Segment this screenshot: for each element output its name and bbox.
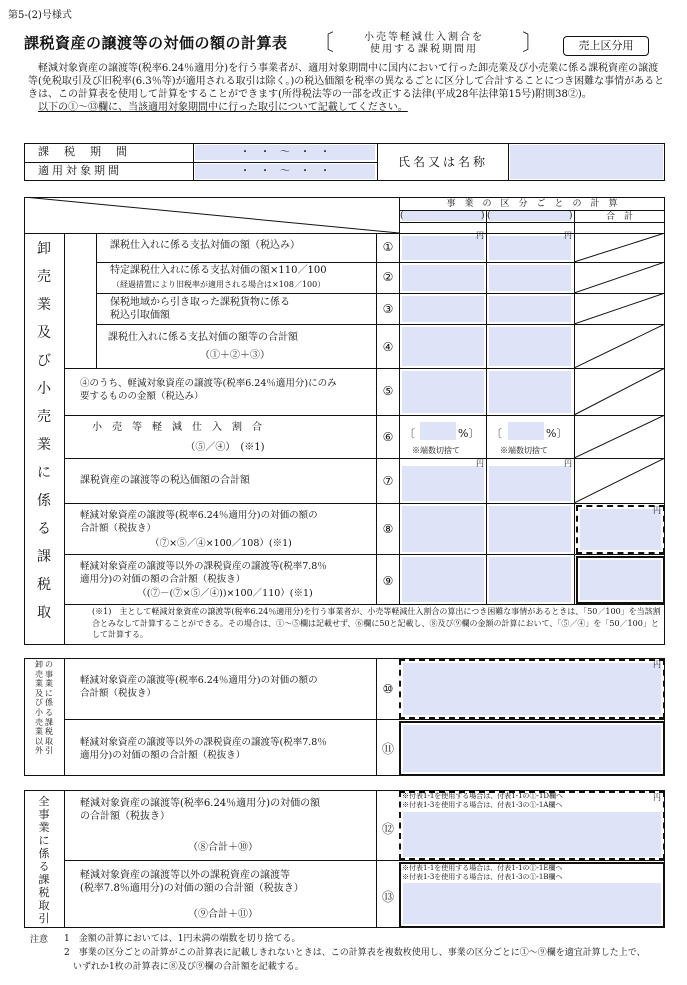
row1-label: 課税仕入れに係る支払対価の額（税込み） xyxy=(110,240,300,251)
intro-text xyxy=(28,62,668,114)
row9-biz2-input[interactable] xyxy=(489,557,571,602)
row6-ratio-open-2: 〔 xyxy=(491,427,502,440)
row1-yen1: 円 xyxy=(476,231,484,240)
row11-input[interactable] xyxy=(403,725,661,772)
intro-paragraph-1: 軽減対象資産の譲渡等(税率6.24％適用分)を行う事業者が、適用対象期間中に国内において行った卸売業及び小売業に係る課税資産の譲渡等(免税取引及び旧税率(6.3％等)が適用される取引は除く。)の税込価額を税率の異なるごとに区分して合計することにつき困難な事情があるときは、この計算表を使用して計算をすることができます(所得税法等の一部を改正する法律(平成28年法律第15号)附則38②)。 xyxy=(28,63,665,100)
tax-period-placeholder: ・ ・ ～ ・ ・ xyxy=(240,147,330,158)
biz-calc-header: 事 業 の 区 分 ご と の 計 算 xyxy=(446,199,618,209)
row9-number: ⑨ xyxy=(382,574,394,588)
row7-yen2: 円 xyxy=(564,459,572,468)
row10-yen: 円 xyxy=(653,660,661,669)
row6-formula: （⑤／④） (※1) xyxy=(185,442,265,453)
name-field[interactable] xyxy=(510,145,663,179)
row7-number: ⑦ xyxy=(382,474,394,488)
row6-ratio-biz2-input[interactable] xyxy=(508,422,544,440)
section2-label: 卸 売 業 及 び 小 売 業 以 外 の 事 業 に 係 る 課 税 取 引 xyxy=(35,660,53,756)
row12-ref-a: ※付表1-1を使用する場合は、付表1-1の①-1D欄へ xyxy=(402,792,563,800)
row6-label: 小 売 等 軽 減 仕 入 割 合 xyxy=(92,422,262,433)
row10-input[interactable] xyxy=(403,663,661,715)
row13-number: ⑬ xyxy=(381,890,394,904)
row12-number: ⑫ xyxy=(381,822,394,836)
row9-formula: （(⑦－(⑦×⑤／④))×100／110）(※1) xyxy=(137,588,313,599)
bracket-left: 〔 xyxy=(312,31,335,56)
row11-label: 軽減対象資産の譲渡等以外の課税資産の譲渡等(税率7.8％ xyxy=(80,737,327,748)
row1-biz1-input[interactable] xyxy=(402,236,484,260)
form-id: 第5-(2)号様式 xyxy=(8,10,72,21)
row2-number: ② xyxy=(382,270,394,284)
row9-label: 軽減対象資産の譲渡等以外の課税資産の譲渡等(税率7.8％ xyxy=(80,561,327,572)
paren-open-1: ( xyxy=(400,211,404,221)
notes-label: 注意 xyxy=(30,935,49,945)
row12-formula: （⑧合計＋⑩） xyxy=(188,842,258,853)
row7-biz1-input[interactable] xyxy=(402,466,484,501)
row7-label: 課税資産の譲渡等の税込価額の合計額 xyxy=(80,475,250,486)
row6-note-1: ※端数切捨て xyxy=(412,446,460,455)
note-2-cont: いずれか1枚の計算表に⑧及び⑨欄の合計額を記載する。 xyxy=(73,962,304,972)
row3-biz2-input[interactable] xyxy=(489,296,571,322)
row13-formula: （⑨合計＋⑪） xyxy=(188,909,258,920)
row13-label: 軽減対象資産の譲渡等以外の課税資産の譲渡等 xyxy=(80,870,290,881)
paren-close-2: ) xyxy=(569,211,573,221)
row7-yen1: 円 xyxy=(476,459,484,468)
row5-number: ⑤ xyxy=(382,384,394,398)
subtitle-line1: 小売等軽減仕入割合を xyxy=(364,32,484,43)
row8-label2: 合計額（税抜き） xyxy=(80,523,157,534)
section3-label: 全 事 業 に 係 る 課 税 取 引 xyxy=(38,795,50,925)
bracket-right: 〕 xyxy=(522,31,545,56)
tax-period-label: 課 税 期 間 xyxy=(38,145,129,158)
section1-label: 卸 売 業 及 び 小 売 業 に 係 る 課 税 取 xyxy=(37,241,51,621)
row8-biz1-input[interactable] xyxy=(402,506,484,552)
row4-biz2-input[interactable] xyxy=(489,327,571,366)
row6-note-2: ※端数切捨て xyxy=(500,446,548,455)
row13-label2: (税率7.8％適用分)の対価の額の合計額（税抜き） xyxy=(80,883,304,894)
row6-ratio-biz1-input[interactable] xyxy=(420,422,456,440)
page-title: 課税資産の譲渡等の対価の額の計算表 xyxy=(24,34,288,52)
subtitle xyxy=(326,32,522,56)
row1-biz2-input[interactable] xyxy=(489,236,571,260)
row8-biz2-input[interactable] xyxy=(489,506,571,552)
row13-ref-a: ※付表1-1を使用する場合は、付表1-1の①-1E欄へ xyxy=(402,864,563,872)
row4-biz1-input[interactable] xyxy=(402,327,484,366)
row13-ref-b: ※付表1-3を使用する場合は、付表1-3の①-1B欄へ xyxy=(402,872,563,881)
row6-ratio-pct-1: %〕 xyxy=(458,427,480,440)
row12-yen: 円 xyxy=(653,793,661,802)
row4-formula: （①＋②＋③） xyxy=(200,350,270,361)
row1-yen2: 円 xyxy=(564,231,572,240)
row6-number: ⑥ xyxy=(382,430,394,444)
total-column-diagonals xyxy=(574,233,665,505)
row10-label: 軽減対象資産の譲渡等(税率6.24％適用分)の対価の額の xyxy=(80,675,318,686)
row2-label: 特定課税仕入れに係る支払対価の額×110／100 xyxy=(110,265,327,276)
biz-category-2-field[interactable] xyxy=(489,211,571,221)
row13-ref xyxy=(402,864,652,881)
row11-label2: 適用分)の対価の額の合計額（税抜き） xyxy=(80,750,246,761)
row9-label2: 適用分)の対価の額の合計額（税抜き） xyxy=(80,574,246,585)
row3-label2: 税込引取価額 xyxy=(110,310,170,321)
note-2: 2 事業の区分ごとの計算がこの計算表に記載しきれないときは、この計算表を複数枚使用し、事業の区分ごとに①～⑨欄を適宜計算した上で、 xyxy=(64,948,646,958)
row8-label: 軽減対象資産の譲渡等(税率6.24％適用分)の対価の額の xyxy=(80,510,318,521)
applicable-period-placeholder: ・ ・ ～ ・ ・ xyxy=(240,166,330,177)
biz-category-1-field[interactable] xyxy=(402,211,484,221)
header-diagonal xyxy=(24,197,399,233)
paren-close-1: ) xyxy=(481,211,485,221)
row5-biz2-input[interactable] xyxy=(489,371,571,413)
row12-ref xyxy=(402,792,652,809)
row5-biz1-input[interactable] xyxy=(402,371,484,413)
applicable-period-label: 適用対象期間 xyxy=(38,164,122,177)
row5-label2: 要するものの金額（税込み） xyxy=(80,391,204,402)
row2-sub: （経過措置により旧税率が適用される場合は×108／100） xyxy=(112,280,326,289)
row2-biz1-input[interactable] xyxy=(402,265,484,291)
row10-number: ⑩ xyxy=(382,682,394,696)
subtitle-line2: 使用する課税期間用 xyxy=(370,44,478,55)
row9-biz1-input[interactable] xyxy=(402,557,484,602)
intro-paragraph-2: 以下の①～⑬欄に、当該適用対象期間中に行った取引について記載してください。 xyxy=(38,102,408,113)
row5-label: ④のうち、軽減対象資産の譲渡等(税率6.24％適用分)にのみ xyxy=(80,378,337,389)
total-header: 合 計 xyxy=(605,212,633,222)
row10-label2: 合計額（税抜き） xyxy=(80,688,157,699)
row8-total-input[interactable] xyxy=(580,509,661,550)
row9-total-input[interactable] xyxy=(580,560,661,600)
row4-number: ④ xyxy=(382,340,394,354)
paren-open-2: ( xyxy=(487,211,491,221)
row12-label2: の合計額（税抜き） xyxy=(80,811,170,822)
row8-yen: 円 xyxy=(653,506,661,515)
row12-ref-b: ※付表1-3を使用する場合は、付表1-3の①-1A欄へ xyxy=(402,800,563,809)
notes xyxy=(64,932,674,974)
row8-formula: （⑦×⑤／④×100／108）(※1) xyxy=(150,538,292,549)
row8-number: ⑧ xyxy=(382,522,394,536)
note-1: 1 金額の計算においては、1円未満の端数を切り捨てる。 xyxy=(64,934,301,944)
row12-input[interactable] xyxy=(403,812,661,857)
name-label: 氏名又は名称 xyxy=(397,155,488,169)
note-star1: (※1) 主として軽減対象資産の譲渡等(税率6.24％適用分)を行う事業者が、小売等軽減仕入割合の算出につき困難な事情があるときは、「50／100」を当該割合とみなして計算することができる。その場合は、①～⑤欄は記載せず、⑥欄に50と記載し、⑧及び⑨欄の金額の計算において、「⑤／④」を「50／100」として計算する。 xyxy=(92,607,661,639)
row1-number: ① xyxy=(382,240,394,254)
row13-input[interactable] xyxy=(403,883,661,924)
row4-label: 課税仕入れに係る支払対価の額等の合計額 xyxy=(108,332,298,343)
row12-label: 軽減対象資産の譲渡等(税率6.24％適用分)の対価の額 xyxy=(80,798,321,809)
row6-ratio-pct-2: %〕 xyxy=(546,427,568,440)
sales-category-badge: 売上区分用 xyxy=(563,36,649,56)
row3-number: ③ xyxy=(382,302,394,316)
row3-biz1-input[interactable] xyxy=(402,296,484,322)
row11-number: ⑪ xyxy=(381,742,394,756)
row3-label: 保税地域から引き取った課税貨物に係る xyxy=(110,297,290,308)
row7-biz2-input[interactable] xyxy=(489,466,571,501)
row6-ratio-open-1: 〔 xyxy=(404,427,415,440)
row2-biz2-input[interactable] xyxy=(489,265,571,291)
